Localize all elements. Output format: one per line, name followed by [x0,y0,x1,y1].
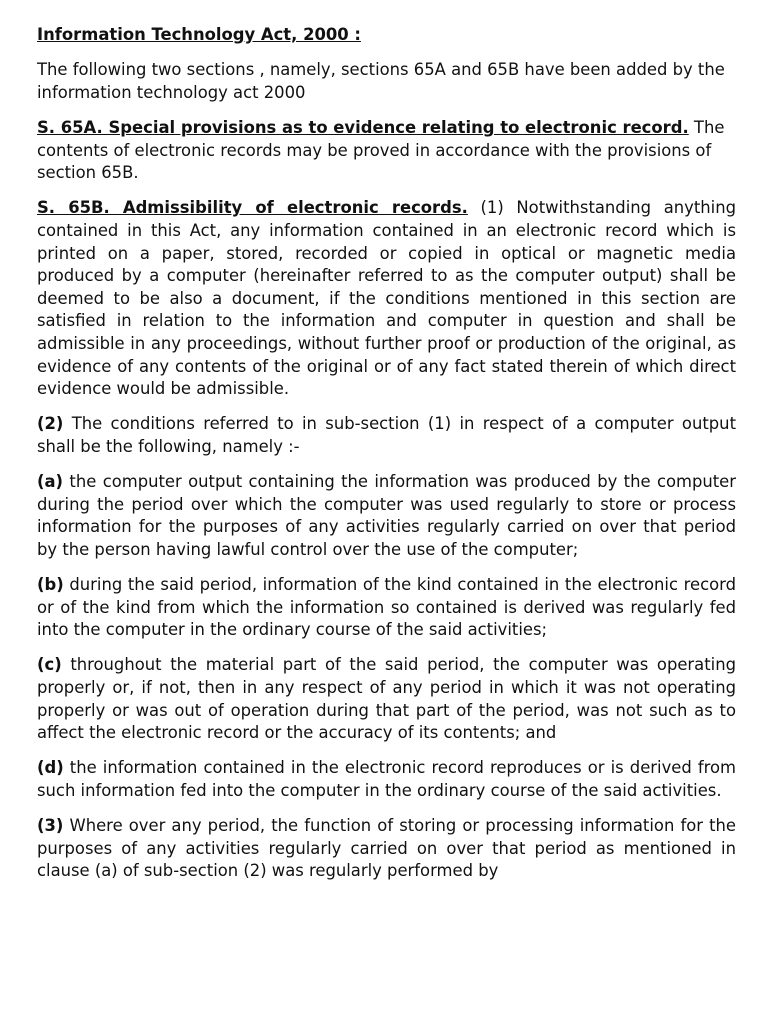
section-65b-heading: S. 65B. Admissibility of electronic records. [37,198,468,218]
section-65a-paragraph [37,117,736,185]
clause-d-paragraph [37,757,736,802]
clause-a-label: (a) [37,472,64,492]
section-65a-heading: S. 65A. Special provisions as to evidence relating to electronic record. [37,117,689,137]
subsection-2-text: The conditions referred to in sub-section (1) in respect of a computer output shall be the following, namely :- [37,414,736,456]
clause-d-label: (d) [37,758,64,778]
subsection-2-paragraph [37,413,736,458]
document-title [37,24,736,47]
clause-b-label: (b) [37,575,64,595]
clause-c-label: (c) [37,655,62,675]
clause-a-paragraph [37,471,736,561]
clause-b-text: during the said period, information of the kind contained in the electronic record or of the kind from which the information so contained is derived was regularly fed into the computer in the ordinary course of the said activities; [37,575,736,640]
subsection-3-label: (3) [37,816,64,836]
section-65a-text: The contents of electronic records may be proved in accordance with the provisions of section 65B. [37,117,725,183]
clause-a-text: the computer output containing the information was produced by the computer during the period over which the computer was used regularly to store or process information for the purposes of any activities regularly carried on over that period by the person having lawful control over the use of the computer; [37,472,736,559]
subsection-3-paragraph [37,815,736,883]
clause-d-text: the information contained in the electronic record reproduces or is derived from such information fed into the computer in the ordinary course of the said activities. [37,758,736,800]
section-65b-paragraph [37,197,736,400]
clause-c-text: throughout the material part of the said period, the computer was operating properly or, if not, then in any respect of any period in which it was not operating properly or was out of operation during that part of the period, was not such as to affect the electronic record or the accuracy of its contents; and [37,655,736,743]
section-65b-text: (1) Notwithstanding anything contained in this Act, any information contained in an electronic record which is printed on a paper, stored, recorded or copied in optical or magnetic media produced by a computer (hereinafter referred to as the computer output) shall be deemed to be also a document, if the conditions mentioned in this section are satisfied in relation to the information and computer in question and shall be admissible in any proceedings, without further proof or production of the original, as evidence of any contents of the original or of any fact stated therein of which direct evidence would be admissible. [37,198,737,399]
act-title: Information Technology Act, 2000 : [37,25,361,44]
clause-c-paragraph [37,654,736,744]
clause-b-paragraph [37,574,736,642]
document-page [37,24,736,896]
subsection-3-text: Where over any period, the function of storing or processing information for the purposes of any activities regularly carried on over that period as mentioned in clause (a) of sub-section (2) was regularly performed by [37,816,736,881]
intro-paragraph: The following two sections , namely, sections 65A and 65B have been added by the information technology act 2000 [37,60,725,102]
subsection-2-label: (2) [37,414,64,434]
